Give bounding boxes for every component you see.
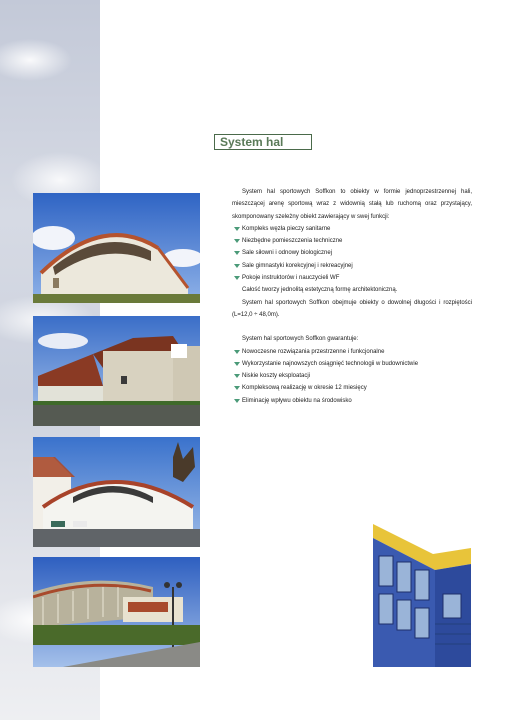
range-paragraph: System hal sportowych Soffkon obejmuje obiekty o dowolnej długości i rozpiętości (L=12,0 ÷ 48,0m).	[232, 299, 472, 318]
triangle-bullet-icon	[234, 350, 240, 354]
list-item-text: Niezbędne pomieszczenia techniczne	[242, 238, 343, 245]
functions-list	[232, 223, 472, 284]
list-item-text: Kompleksową realizację w okresie 12 miesięcy	[242, 385, 367, 392]
list-item	[232, 223, 472, 235]
photo-hall-glazed-roof	[33, 557, 200, 667]
guarantees-list	[232, 346, 472, 407]
summary-paragraph: Całość tworzy jednolitą estetyczną formę architektoniczną.	[242, 287, 398, 294]
triangle-bullet-icon	[234, 264, 240, 268]
triangle-bullet-icon	[234, 276, 240, 280]
list-item	[232, 395, 472, 407]
photo-arched-hall-front	[33, 193, 200, 303]
list-item	[232, 382, 472, 394]
triangle-bullet-icon	[234, 374, 240, 378]
list-item	[232, 272, 472, 284]
triangle-bullet-icon	[234, 251, 240, 255]
list-item	[232, 260, 472, 272]
guarantee-heading: System hal sportowych Soffkon gwarantuje:	[242, 336, 359, 343]
photo-hall-side-view	[33, 316, 200, 426]
triangle-bullet-icon	[234, 227, 240, 231]
main-text	[232, 186, 472, 407]
list-item-text: Eliminację wpływu obiektu na środowisko	[242, 397, 352, 404]
list-item	[232, 235, 472, 247]
list-item	[232, 346, 472, 358]
list-item	[232, 247, 472, 259]
triangle-bullet-icon	[234, 239, 240, 243]
triangle-bullet-icon	[234, 386, 240, 390]
list-item-text: Sale gimnastyki korekcyjnej i rekreacyjnej	[242, 262, 353, 269]
list-item-text: Nowoczesne rozwiązania przestrzenne i funkcjonalne	[242, 348, 385, 355]
list-item	[232, 358, 472, 370]
triangle-bullet-icon	[234, 362, 240, 366]
list-item-text: Sale siłowni i odnowy biologicznej	[242, 250, 333, 257]
list-item-text: Pokoje instruktorów i nauczycieli WF	[242, 275, 340, 282]
photo-blue-building-corner	[373, 524, 471, 667]
list-item	[232, 370, 472, 382]
photo-white-hall-with-cars	[33, 437, 200, 547]
list-item-text: Kompleks węzła pieczy sanitarne	[242, 225, 331, 232]
triangle-bullet-icon	[234, 399, 240, 403]
list-item-text: Niskie koszty eksploatacji	[242, 373, 311, 380]
intro-paragraph: System hal sportowych Soffkon to obiekty w formie jednoprzestrzennej hali, mieszczącej arenę sportową wraz z widownią stałą lub ruchomą oraz przystający, skomponowany szeleżny obiekt zawierający w swej funkcji:	[232, 189, 472, 220]
list-item-text: Wykorzystanie najnowszych osiągnięć technologii w budownictwie	[242, 360, 419, 367]
page-title: System hal	[214, 134, 312, 150]
